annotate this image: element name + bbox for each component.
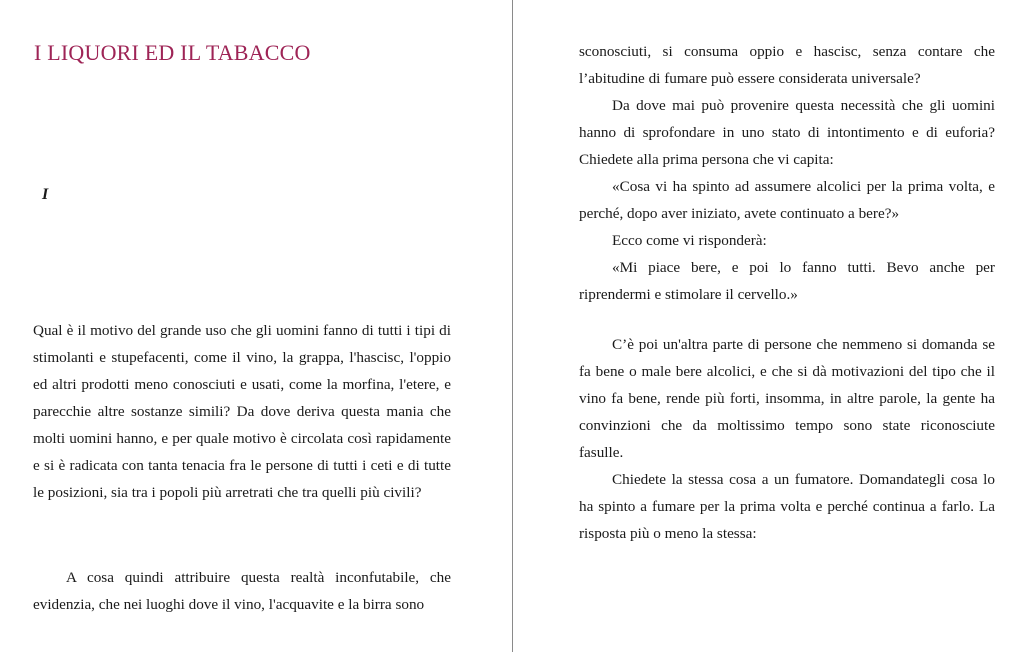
- page-divider: [512, 0, 513, 652]
- paragraph: «Cosa vi ha spinto ad assumere alcolici per la prima volta, e perché, dopo aver iniziato, avete continuato a bere?»: [579, 178, 995, 222]
- paragraph: «Mi piace bere, e poi lo fanno tutti. Bevo anche per riprendermi e stimolare il cervello.»: [579, 259, 995, 303]
- paragraph: sconosciuti, si consuma oppio e hascisc, senza contare che l’abitudine di fumare può essere considerata universale?: [579, 43, 995, 87]
- paragraph: Chiedete la stessa cosa a un fumatore. Domandategli cosa lo ha spinto a fumare per la prima volta e perché continua a farlo. La risposta più o meno la stessa:: [579, 471, 995, 542]
- paragraph: Ecco come vi risponderà:: [612, 232, 767, 249]
- left-paragraph-1: [33, 317, 451, 506]
- paragraph: A cosa quindi attribuire questa realtà inconfutabile, che evidenzia, che nei luoghi dove il vino, l'acquavite e la birra sono: [33, 569, 451, 613]
- left-paragraph-2: [33, 564, 451, 618]
- right-page: [514, 0, 1026, 652]
- right-text-block-2: [579, 331, 995, 547]
- right-text-block-1: [579, 38, 995, 308]
- chapter-title: I LIQUORI ED IL TABACCO: [34, 40, 311, 65]
- left-page: [0, 0, 512, 652]
- section-number: I: [42, 186, 49, 203]
- paragraph: C’è poi un'altra parte di persone che nemmeno si domanda se fa bene o male bere alcolici, e che si dà motivazioni del tipo che il vino fa bene, rende più forti, insomma, in altre parole, la gente ha convinzioni che da moltissimo tempo sono state riconosciute fasulle.: [579, 336, 995, 461]
- paragraph: Qual è il motivo del grande uso che gli uomini fanno di tutti i tipi di stimolanti e stupefacenti, come il vino, la grappa, l'hascisc, l'oppio ed altri prodotti meno conosciuti e usati, come la morfina, l'etere, e parecchie altre sostanze simili? Da dove deriva questa mania che molti uomini hanno, e per quale motivo è circolata così rapidamente e si è radicata con tanta tenacia fra le persone di tutti i ceti e di tutte le posizioni, sia tra i popoli più arretrati che tra quelli più civili?: [33, 322, 451, 501]
- paragraph: Da dove mai può provenire questa necessità che gli uomini hanno di sprofondare in uno stato di intontimento e di euforia? Chiedete alla prima persona che vi capita:: [579, 97, 995, 168]
